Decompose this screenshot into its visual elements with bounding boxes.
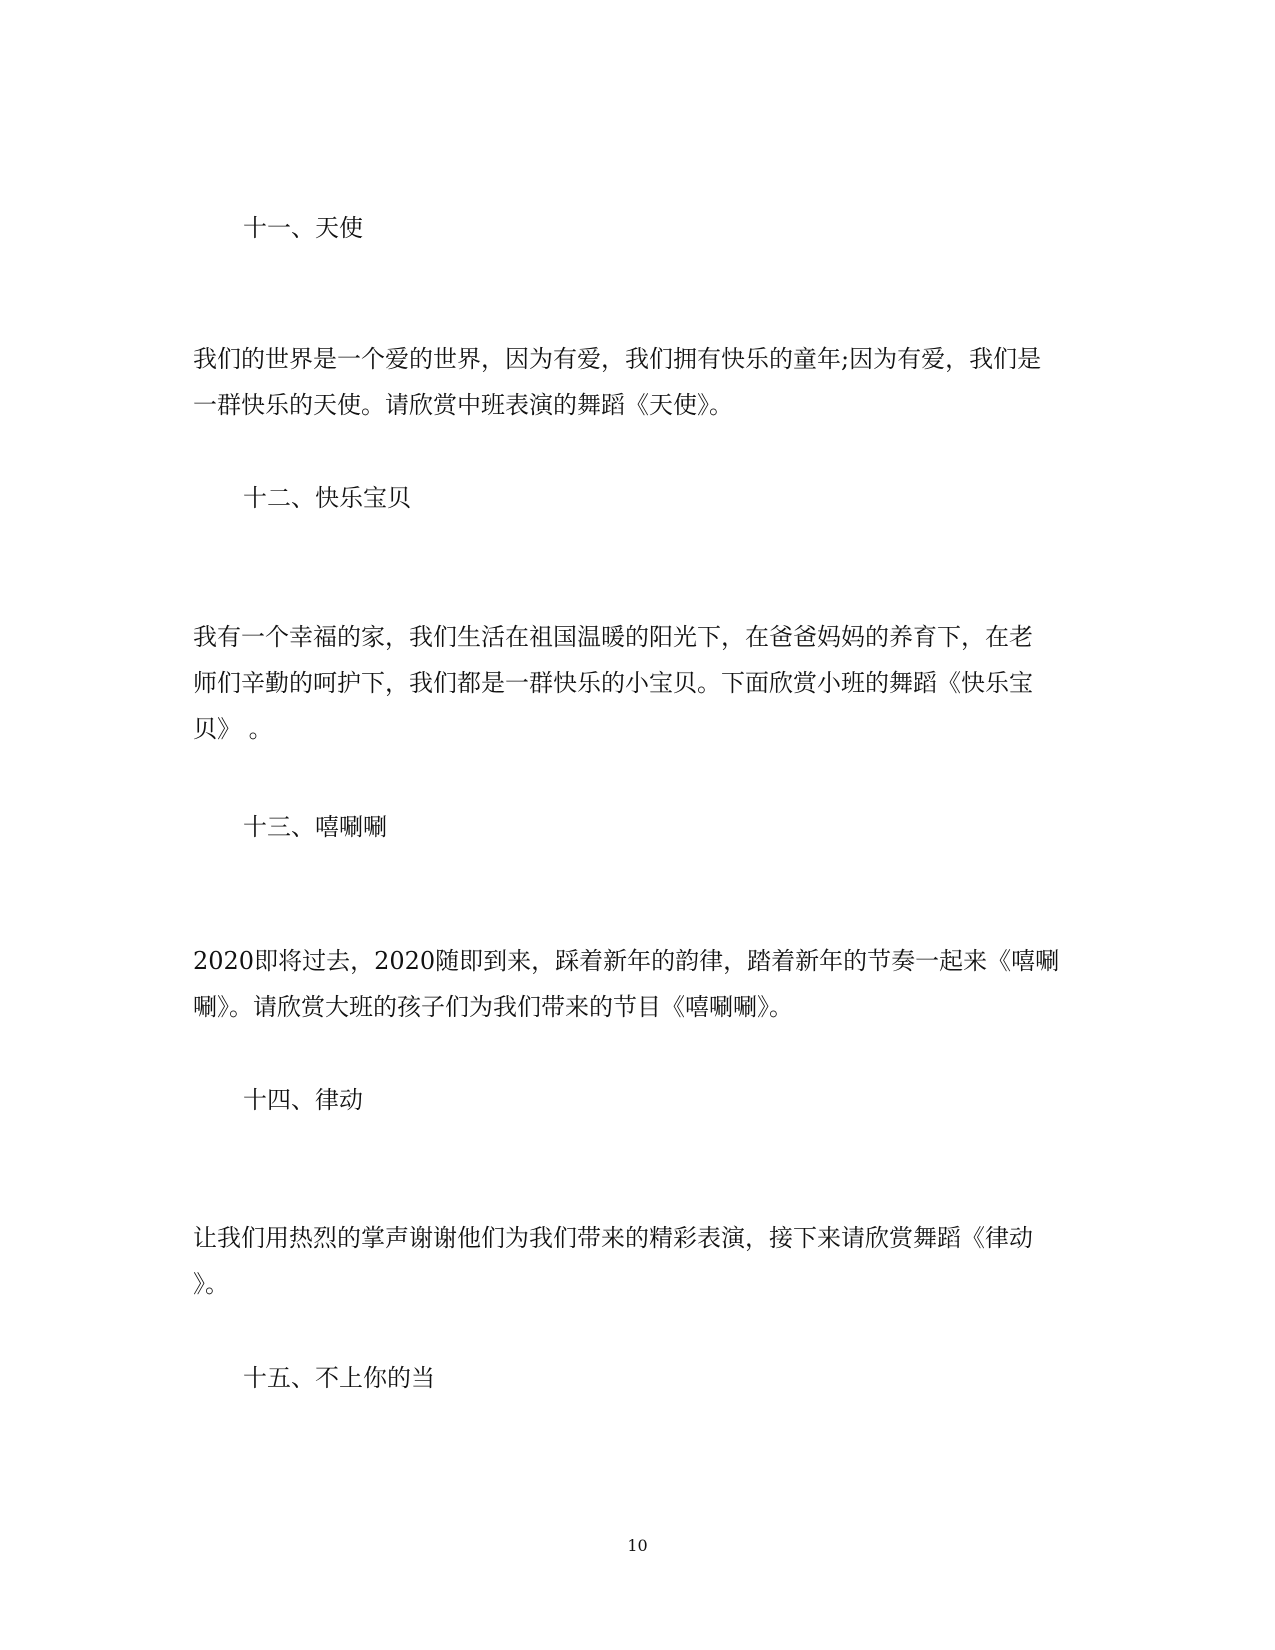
section-heading-12: 十二、快乐宝贝 [243, 484, 411, 512]
section-paragraph-11 [193, 336, 1093, 428]
section-paragraph-14 [193, 1215, 1093, 1307]
section-heading-15: 十五、不上你的当 [243, 1364, 435, 1392]
paragraph-line: 我有一个幸福的家，我们生活在祖国温暖的阳光下，在爸爸妈妈的养育下，在老 [193, 623, 1033, 651]
section-heading-13: 十三、嘻唰唰 [243, 813, 387, 841]
paragraph-line: 唰》。请欣赏大班的孩子们为我们带来的节目《嘻唰唰》。 [193, 993, 793, 1021]
section-heading-14: 十四、律动 [243, 1086, 363, 1114]
section-paragraph-13 [193, 938, 1093, 1030]
section-heading-11: 十一、天使 [243, 214, 363, 242]
section-paragraph-12 [193, 614, 1093, 752]
paragraph-line: 贝》 。 [193, 715, 273, 743]
paragraph-line: 让我们用热烈的掌声谢谢他们为我们带来的精彩表演，接下来请欣赏舞蹈《律动 [193, 1224, 1033, 1252]
paragraph-line: 师们辛勤的呵护下，我们都是一群快乐的小宝贝。下面欣赏小班的舞蹈《快乐宝 [193, 669, 1033, 697]
paragraph-line: 2020即将过去，2020随即到来，踩着新年的韵律，踏着新年的节奏一起来《嘻唰 [193, 947, 1060, 975]
paragraph-line: 》。 [193, 1270, 229, 1298]
paragraph-line: 一群快乐的天使。请欣赏中班表演的舞蹈《天使》。 [193, 391, 733, 419]
paragraph-line: 我们的世界是一个爱的世界，因为有爱，我们拥有快乐的童年;因为有爱，我们是 [193, 345, 1042, 373]
page-number: 10 [627, 1536, 648, 1555]
